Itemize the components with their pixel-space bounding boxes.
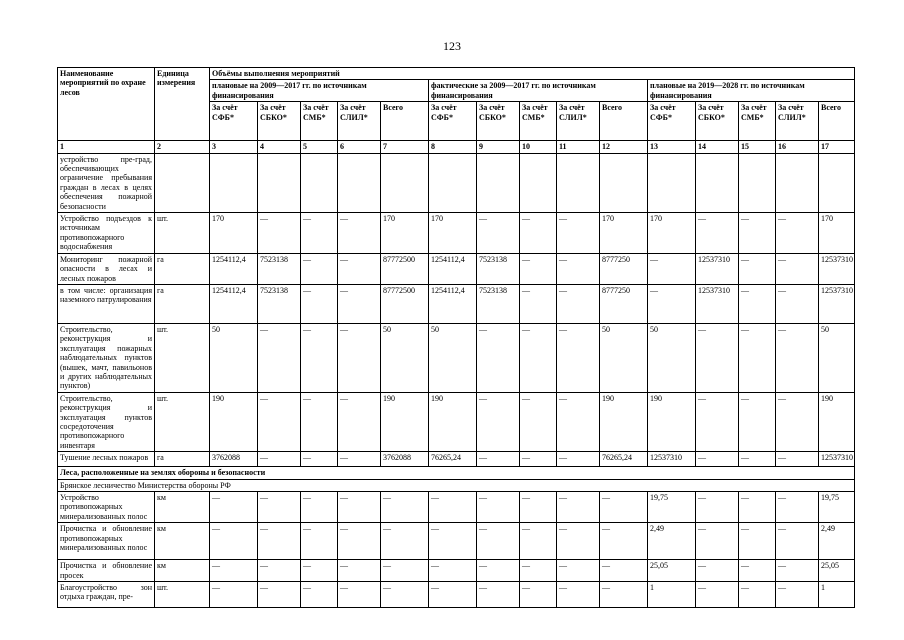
header-sub-cell: Всего — [600, 102, 648, 141]
row-value: — — [696, 323, 739, 392]
header-sub-cell: За счёт СЛИЛ* — [776, 102, 819, 141]
row-value: — — [429, 582, 477, 608]
page-number: 123 — [443, 39, 461, 53]
row-value: — — [477, 582, 520, 608]
row-value: — — [210, 582, 258, 608]
row-value: — — [696, 492, 739, 523]
row-value: 190 — [600, 392, 648, 451]
section-title: Леса, расположенные на землях обороны и безопасности — [58, 467, 855, 479]
row-value: — — [477, 452, 520, 467]
row-value: — — [258, 392, 301, 451]
row-value: — — [776, 392, 819, 451]
row-value: — — [477, 213, 520, 254]
row-value: — — [557, 323, 600, 392]
row-value — [739, 153, 776, 212]
column-number: 17 — [819, 141, 855, 153]
row-value: — — [381, 560, 429, 582]
row-value: — — [477, 492, 520, 523]
table-row — [58, 467, 855, 479]
row-value: — — [739, 560, 776, 582]
row-value: — — [600, 492, 648, 523]
row-value: — — [520, 253, 557, 284]
column-number: 15 — [739, 141, 776, 153]
row-value: — — [739, 392, 776, 451]
row-value: — — [557, 213, 600, 254]
row-value: 8777250 — [600, 253, 648, 284]
row-value: — — [338, 492, 381, 523]
row-value: — — [776, 253, 819, 284]
row-value: 12537310 — [819, 284, 855, 323]
row-unit: шт. — [155, 213, 210, 254]
header-volumes: Объёмы выполнения мероприятий — [210, 68, 855, 80]
row-value: — — [258, 560, 301, 582]
row-value: — — [477, 560, 520, 582]
row-value: 12537310 — [819, 452, 855, 467]
row-value — [557, 153, 600, 212]
row-value: — — [429, 560, 477, 582]
row-value: 76265,24 — [429, 452, 477, 467]
row-value — [819, 153, 855, 212]
row-value: 3762088 — [381, 452, 429, 467]
row-value: — — [210, 560, 258, 582]
row-value: — — [338, 284, 381, 323]
column-number: 10 — [520, 141, 557, 153]
row-value: — — [696, 452, 739, 467]
row-value: — — [696, 392, 739, 451]
row-value: — — [301, 284, 338, 323]
row-value — [696, 153, 739, 212]
row-value: — — [776, 452, 819, 467]
row-value — [600, 153, 648, 212]
column-number: 9 — [477, 141, 520, 153]
row-value: — — [696, 582, 739, 608]
header-sub-cell: За счёт СМБ* — [739, 102, 776, 141]
row-value: — — [301, 582, 338, 608]
row-value: — — [696, 560, 739, 582]
row-value: — — [301, 213, 338, 254]
row-value: 190 — [648, 392, 696, 451]
column-number: 1 — [58, 141, 155, 153]
row-value: 2,49 — [648, 523, 696, 560]
column-number: 6 — [338, 141, 381, 153]
row-value: 170 — [429, 213, 477, 254]
header-sub-cell: За счёт СФБ* — [210, 102, 258, 141]
row-value — [210, 153, 258, 212]
row-value: — — [381, 492, 429, 523]
row-value: — — [776, 284, 819, 323]
header-sub-cell: За счёт СМБ* — [520, 102, 557, 141]
table-row — [58, 452, 855, 467]
row-value: — — [696, 213, 739, 254]
row-unit: шт. — [155, 582, 210, 608]
row-value: 12537310 — [648, 452, 696, 467]
row-value: 25,05 — [648, 560, 696, 582]
row-value — [477, 153, 520, 212]
row-value: 7523138 — [477, 284, 520, 323]
row-unit: км — [155, 492, 210, 523]
row-value: 76265,24 — [600, 452, 648, 467]
table-row — [58, 560, 855, 582]
row-value: 50 — [648, 323, 696, 392]
row-value: — — [557, 253, 600, 284]
row-value: — — [338, 392, 381, 451]
row-value: 50 — [381, 323, 429, 392]
row-value: 25,05 — [819, 560, 855, 582]
header-plan-2019: плановые на 2019—2028 гг. по источникам финансирования — [648, 80, 855, 102]
row-value: — — [520, 560, 557, 582]
row-value: — — [338, 560, 381, 582]
column-number: 13 — [648, 141, 696, 153]
row-value: — — [696, 523, 739, 560]
row-value: — — [557, 523, 600, 560]
row-value: — — [557, 492, 600, 523]
row-value: 1254112,4 — [210, 253, 258, 284]
row-value: 7523138 — [258, 284, 301, 323]
row-value: — — [381, 582, 429, 608]
row-value: — — [776, 492, 819, 523]
row-value: 3762088 — [210, 452, 258, 467]
row-value — [381, 153, 429, 212]
row-value: — — [338, 323, 381, 392]
row-unit: шт. — [155, 392, 210, 451]
row-value: 12537310 — [819, 253, 855, 284]
table-row — [58, 523, 855, 560]
row-value: 170 — [210, 213, 258, 254]
row-value: — — [739, 523, 776, 560]
row-value: — — [338, 452, 381, 467]
row-value: — — [429, 523, 477, 560]
row-unit: шт. — [155, 323, 210, 392]
row-value: 12537310 — [696, 284, 739, 323]
row-value: — — [429, 492, 477, 523]
row-value: — — [600, 582, 648, 608]
row-value: — — [301, 323, 338, 392]
header-sub-cell: За счёт СЛИЛ* — [338, 102, 381, 141]
row-name: Устройство подъездов к источникам противопожарного водоснабжения — [58, 213, 155, 254]
row-value: 50 — [210, 323, 258, 392]
row-value — [648, 153, 696, 212]
row-value: — — [210, 492, 258, 523]
row-value — [429, 153, 477, 212]
row-name: Строительство, реконструкция и эксплуатация пожарных наблюдательных пунктов (вышек, мачт, павильонов и других наблюдательных пунктов) — [58, 323, 155, 392]
column-number: 12 — [600, 141, 648, 153]
row-name: устройство пре-град, обеспечивающих ограничение пребывания граждан в лесах в целях обеспечения пожарной безопасности — [58, 153, 155, 212]
table-row — [58, 284, 855, 323]
table-row — [58, 323, 855, 392]
row-unit: км — [155, 560, 210, 582]
row-name: Прочистка и обновление противопожарных минерализованных полос — [58, 523, 155, 560]
header-unit: Единица измерения — [155, 68, 210, 141]
row-value: 170 — [819, 213, 855, 254]
row-value — [520, 153, 557, 212]
row-value: — — [600, 560, 648, 582]
header-sub-cell: За счёт СБКО* — [696, 102, 739, 141]
column-number: 3 — [210, 141, 258, 153]
row-value: 8777250 — [600, 284, 648, 323]
row-value: 12537310 — [696, 253, 739, 284]
row-value: 19,75 — [819, 492, 855, 523]
row-value: — — [557, 582, 600, 608]
forest-protection-table — [57, 67, 855, 608]
row-value: — — [258, 492, 301, 523]
header-sub-cell: Всего — [819, 102, 855, 141]
row-value — [258, 153, 301, 212]
row-unit: га — [155, 284, 210, 323]
row-value: — — [301, 392, 338, 451]
table-row — [58, 492, 855, 523]
row-name: Тушение лесных пожаров — [58, 452, 155, 467]
row-value: — — [739, 213, 776, 254]
row-value: — — [600, 523, 648, 560]
row-value: — — [739, 323, 776, 392]
row-value: 170 — [381, 213, 429, 254]
row-value: — — [557, 392, 600, 451]
row-value — [776, 153, 819, 212]
row-value: — — [557, 560, 600, 582]
row-value: — — [338, 213, 381, 254]
row-value: — — [739, 492, 776, 523]
row-value: — — [776, 523, 819, 560]
row-value: — — [258, 523, 301, 560]
row-value: — — [520, 284, 557, 323]
column-number: 2 — [155, 141, 210, 153]
row-value: — — [210, 523, 258, 560]
row-value: — — [520, 582, 557, 608]
header-sub-cell: Всего — [381, 102, 429, 141]
row-value: — — [776, 323, 819, 392]
row-value: — — [477, 323, 520, 392]
header-plan-2009: плановые на 2009—2017 гг. по источникам финансирования — [210, 80, 429, 102]
column-number: 11 — [557, 141, 600, 153]
row-value: — — [301, 452, 338, 467]
column-number: 8 — [429, 141, 477, 153]
row-name: Благоустройство зон отдыха граждан, пре- — [58, 582, 155, 608]
row-value: — — [338, 253, 381, 284]
row-value — [338, 153, 381, 212]
table-row — [58, 253, 855, 284]
row-value: 1254112,4 — [429, 253, 477, 284]
header-sub-cell: За счёт СФБ* — [429, 102, 477, 141]
row-value: — — [301, 253, 338, 284]
row-value: — — [258, 213, 301, 254]
row-unit — [155, 153, 210, 212]
row-value: 1254112,4 — [210, 284, 258, 323]
header-name: Наименование мероприятий по охране лесов — [58, 68, 155, 141]
row-value: 190 — [381, 392, 429, 451]
row-value: — — [301, 492, 338, 523]
row-value — [301, 153, 338, 212]
table-row — [58, 479, 855, 491]
row-value: — — [520, 323, 557, 392]
row-value: — — [338, 582, 381, 608]
row-value: 7523138 — [258, 253, 301, 284]
row-value: — — [338, 523, 381, 560]
row-value: — — [301, 523, 338, 560]
row-value: — — [258, 323, 301, 392]
row-value: 87772500 — [381, 284, 429, 323]
row-value: — — [520, 213, 557, 254]
row-value: 7523138 — [477, 253, 520, 284]
row-value: — — [477, 392, 520, 451]
row-value: — — [739, 582, 776, 608]
table-row — [58, 582, 855, 608]
header-sub-cell: За счёт СМБ* — [301, 102, 338, 141]
row-value: 1 — [819, 582, 855, 608]
column-number: 14 — [696, 141, 739, 153]
row-value: — — [557, 284, 600, 323]
row-value: — — [776, 582, 819, 608]
row-value: 1 — [648, 582, 696, 608]
row-name: Строительство, реконструкция и эксплуатация пунктов сосредоточения противопожарного инвентаря — [58, 392, 155, 451]
row-value: 190 — [819, 392, 855, 451]
row-value: — — [776, 560, 819, 582]
row-value: — — [739, 253, 776, 284]
row-name: Мониторинг пожарной опасности в лесах и лесных пожаров — [58, 253, 155, 284]
row-value: 19,75 — [648, 492, 696, 523]
column-number: 5 — [301, 141, 338, 153]
row-value: — — [258, 582, 301, 608]
row-value: 50 — [429, 323, 477, 392]
row-value: — — [477, 523, 520, 560]
row-unit: га — [155, 253, 210, 284]
row-value: — — [648, 253, 696, 284]
row-value: — — [381, 523, 429, 560]
row-value: — — [520, 392, 557, 451]
row-value: — — [648, 284, 696, 323]
subsection-title: Брянское лесничество Министерства обороны РФ — [58, 479, 855, 491]
header-sub-cell: За счёт СФБ* — [648, 102, 696, 141]
row-value: 87772500 — [381, 253, 429, 284]
row-value: 2,49 — [819, 523, 855, 560]
row-value: 170 — [600, 213, 648, 254]
row-value: — — [520, 492, 557, 523]
row-value: — — [301, 560, 338, 582]
row-value: 50 — [819, 323, 855, 392]
table-row — [58, 153, 855, 212]
row-value: 170 — [648, 213, 696, 254]
table-row — [58, 392, 855, 451]
header-fact-2009: фактические за 2009—2017 гг. по источникам финансирования — [429, 80, 648, 102]
table-row — [58, 213, 855, 254]
row-value: — — [520, 523, 557, 560]
row-value: — — [520, 452, 557, 467]
row-name: Устройство противопожарных минерализованных полос — [58, 492, 155, 523]
row-value: 1254112,4 — [429, 284, 477, 323]
row-value: — — [739, 452, 776, 467]
row-value: 190 — [210, 392, 258, 451]
column-number: 4 — [258, 141, 301, 153]
row-value: 190 — [429, 392, 477, 451]
row-value: — — [776, 213, 819, 254]
row-name: Прочистка и обновление просек — [58, 560, 155, 582]
row-value: — — [739, 284, 776, 323]
header-sub-cell: За счёт СБКО* — [258, 102, 301, 141]
header-sub-cell: За счёт СБКО* — [477, 102, 520, 141]
row-unit: км — [155, 523, 210, 560]
row-value: 50 — [600, 323, 648, 392]
row-value: — — [258, 452, 301, 467]
row-unit: га — [155, 452, 210, 467]
column-number: 16 — [776, 141, 819, 153]
row-value: — — [557, 452, 600, 467]
row-name: в том числе: организация наземного патрулирования — [58, 284, 155, 323]
header-sub-cell: За счёт СЛИЛ* — [557, 102, 600, 141]
column-number: 7 — [381, 141, 429, 153]
